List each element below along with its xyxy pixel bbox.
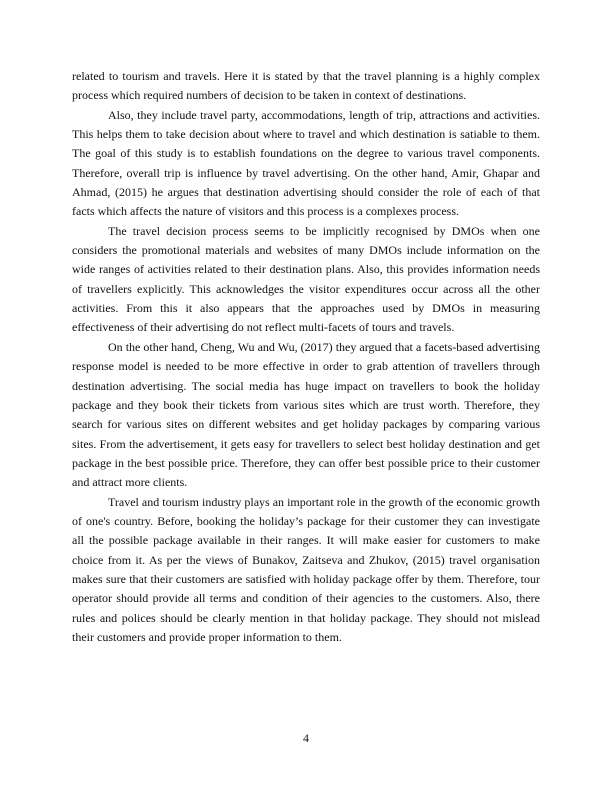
body-text — [72, 67, 540, 647]
page-number: 4 — [303, 731, 309, 745]
paragraph-travel-decision-process: The travel decision process seems to be implicitly recognised by DMOs when one considers the promotional materials and websites of many DMOs include information on the wide ranges of activities related to their destination plans. Also, this provides information needs of travellers explicitly. This acknowledges the visitor expenditures occur across all the other activities. From this it also appears that the approaches used by DMOs in measuring effectiveness of their advertising do not reflect multi-facets of tours and travels. — [72, 223, 540, 335]
paragraph-travel-components: Also, they include travel party, accommodations, length of trip, attractions and activities. This helps them to take decision about where to travel and which destination is satiable to them. The goal of this study is to establish foundations on the degree to various travel components. Therefore, overall trip is influence by travel advertising. On the other hand, Amir, Ghapar and Ahmad, (2015) he argues that destination advertising should consider the role of each of that facts which affects the nature of visitors and this process is a complexes process. — [72, 107, 540, 219]
paragraph-advertising-response-model: On the other hand, Cheng, Wu and Wu, (2017) they argued that a facets-based advertising response model is needed to be more effective in order to grab attention of travellers through destination advertising. The social media has huge impact on travellers to book the holiday package and they book their tickets from various sites which are trust worth. Therefore, they search for various sites on different websites and get holiday packages by comparing various sites. From the advertisement, it gets easy for travellers to select best holiday destination and get package in the best possible price. Therefore, they can offer best possible price to their customer and attract more clients. — [72, 339, 540, 490]
paragraph-continuation: related to tourism and travels. Here it is stated by that the travel planning is a highly complex process which required numbers of decision to be taken in context of destinations. — [72, 69, 540, 103]
paragraph-tourism-industry: Travel and tourism industry plays an important role in the growth of the economic growth of one's country. Before, booking the holiday’s package for their customer they can investigate all the possible package available in their ranges. It will make easier for customers to make choice from it. As per the views of Bunakov, Zaitseva and Zhukov, (2015) travel organisation makes sure that their customers are satisfied with holiday package offer by them. Therefore, tour operator should provide all terms and condition of their agencies to the customers. Also, there rules and polices should be clearly mention in that holiday package. They should not mislead their customers and provide proper information to them. — [72, 494, 540, 644]
